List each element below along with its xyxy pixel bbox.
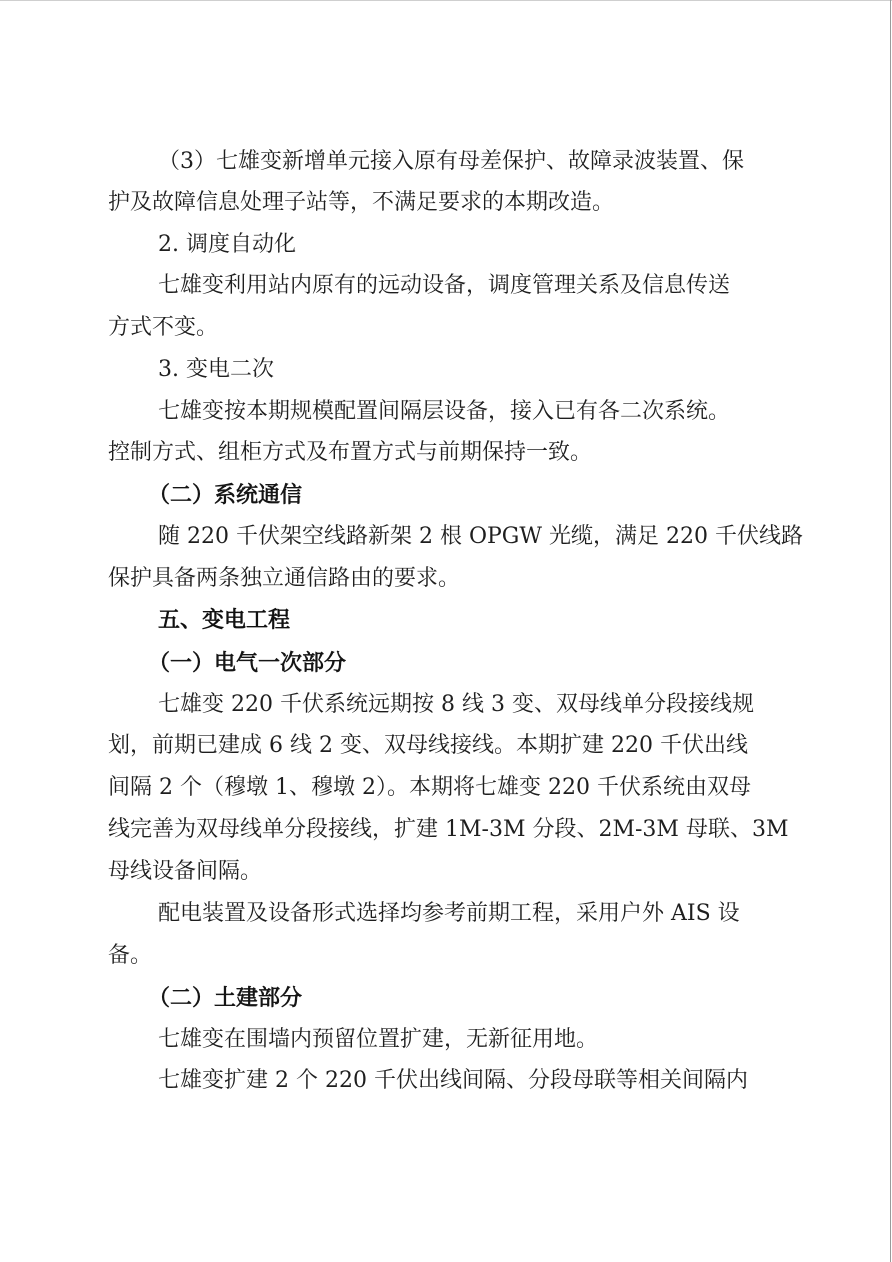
heading-electrical-primary: （一）电气一次部分 [148,650,347,676]
page-top-edge [0,0,892,1]
paragraph-communication-line-1: 随 220 千伏架空线路新架 2 根 OPGW 光缆，满足 220 千伏线路 [158,524,803,549]
paragraph-civil-line-1: 七雄变在围墙内预留位置扩建，无新征用地。 [158,1027,599,1052]
paragraph-primary-line-4: 线完善为双母线单分段接线，扩建 1M-3M 分段、2M-3M 母联、3M [108,817,789,842]
paragraph-communication-line-2: 保护具备两条独立通信路由的要求。 [108,566,461,591]
paragraph-secondary-line-2: 控制方式、组柜方式及布置方式与前期保持一致。 [108,440,593,465]
paragraph-primary-line-1: 七雄变 220 千伏系统远期按 8 线 3 变、双母线单分段接线规 [158,692,754,717]
paragraph-protection-line-1: （3）七雄变新增单元接入原有母差保护、故障录波装置、保 [158,149,744,174]
heading-substation-secondary: 3. 变电二次 [158,357,274,382]
paragraph-primary-line-3: 间隔 2 个（穆墩 1、穆墩 2）。本期将七雄变 220 千伏系统由双母 [108,775,751,800]
paragraph-equipment-line-2: 备。 [108,943,153,968]
paragraph-civil-line-2: 七雄变扩建 2 个 220 千伏出线间隔、分段母联等相关间隔内 [158,1068,748,1093]
paragraph-secondary-line-1: 七雄变按本期规模配置间隔层设备，接入已有各二次系统。 [158,399,731,424]
paragraph-equipment-line-1: 配电装置及设备形式选择均参考前期工程，采用户外 AIS 设 [158,901,740,926]
paragraph-protection-line-2: 护及故障信息处理子站等，不满足要求的本期改造。 [108,190,615,215]
heading-dispatch-automation: 2. 调度自动化 [158,232,296,257]
paragraph-dispatch-line-2: 方式不变。 [108,315,219,340]
page-right-edge [890,0,891,1262]
paragraph-primary-line-5: 母线设备间隔。 [108,859,263,884]
heading-substation-engineering: 五、变电工程 [158,608,291,633]
paragraph-dispatch-line-1: 七雄变利用站内原有的远动设备，调度管理关系及信息传送 [158,273,731,298]
heading-system-communication: （二）系统通信 [148,482,303,508]
paragraph-primary-line-2: 划，前期已建成 6 线 2 变、双母线接线。本期扩建 220 千伏出线 [108,733,748,758]
heading-civil-works: （二）土建部分 [148,985,303,1011]
